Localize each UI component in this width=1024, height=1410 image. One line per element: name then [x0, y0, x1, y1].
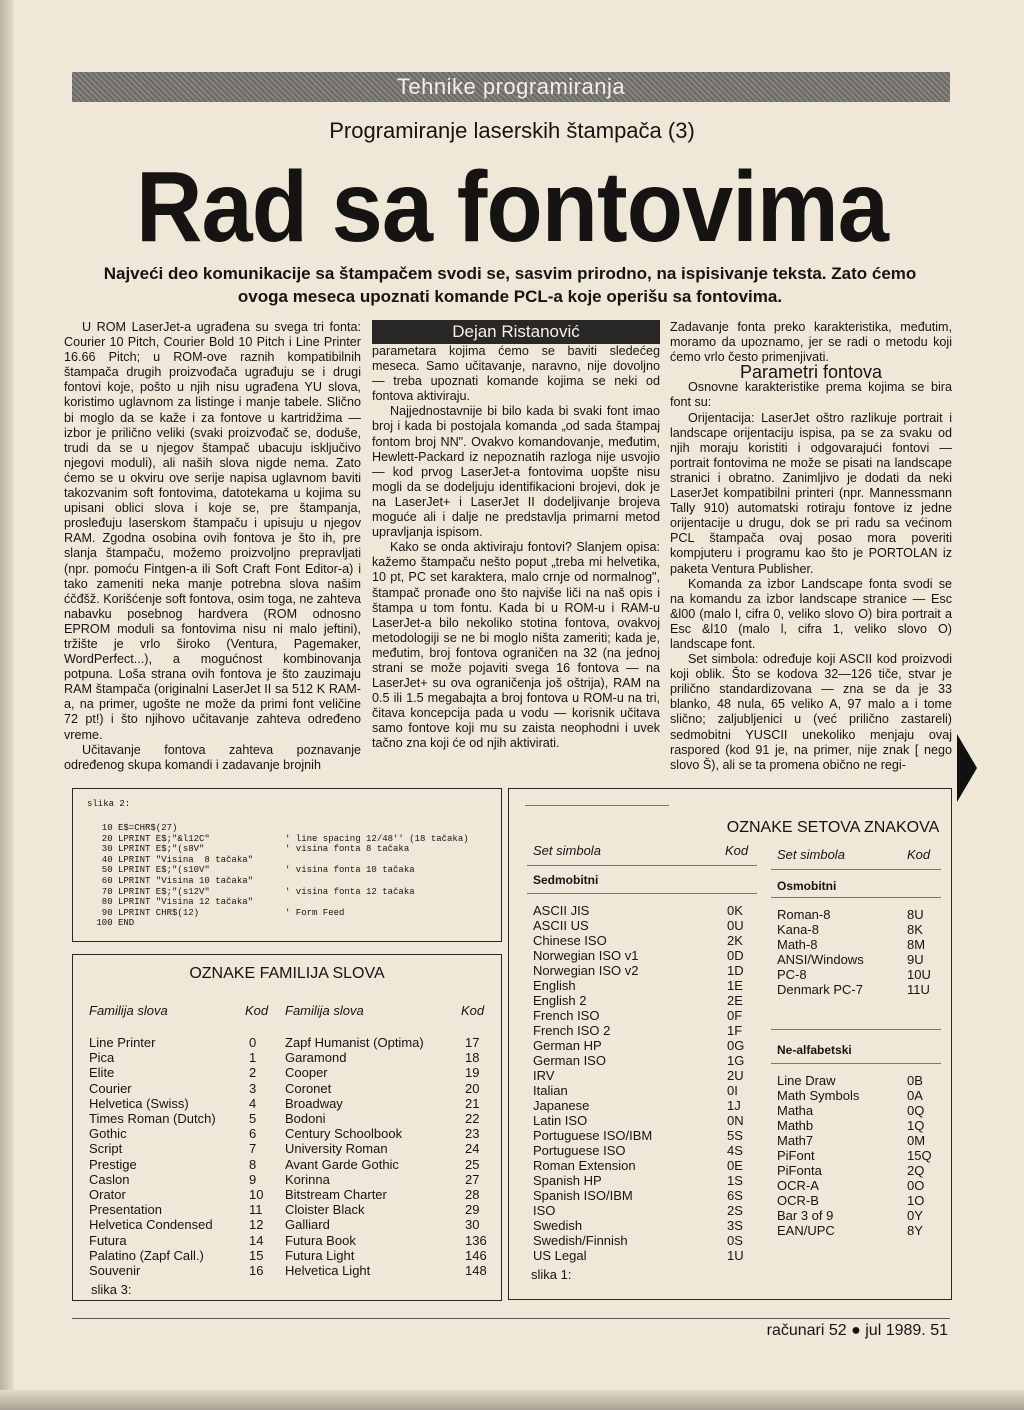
- family-name: Helvetica Condensed: [89, 1217, 213, 1233]
- symbol-set-code: 8U: [907, 907, 924, 922]
- section-banner-text: Tehnike programiranja: [396, 74, 626, 99]
- symbol-set-name: French ISO: [533, 1008, 600, 1023]
- symbol-set-code: 0S: [727, 1233, 743, 1248]
- family-name: Futura: [89, 1232, 127, 1248]
- symbol-set-name: Denmark PC-7: [777, 982, 863, 997]
- family-code: 8: [249, 1156, 257, 1172]
- family-name: Caslon: [89, 1171, 130, 1187]
- symbol-set-name: German HP: [533, 1038, 602, 1053]
- symbol-set-name: IRV: [533, 1068, 555, 1083]
- body-column-1: [64, 320, 361, 773]
- symbol-set-name: Spanish HP: [533, 1173, 602, 1188]
- body-paragraph: U ROM LaserJet-a ugrađena su svega tri fonta: Courier 10 Pitch, Courier Bold 10 Pitch i Line Printer 16.66 Pitch; u ROM-ove raznih kompatibilnih štampača drugih proizvođača ugrađuju se i drugi fontovi koje, pošto u njih nisu ugrađena YU slova, koristimo uglavnom za listinge i manje tabele. Slično bi moglo da se kaže i za fontove u kartridžima — izbor je prilično veliki (svaki proizvođač se, doduše, trudi da se u njegov štampač ubacuju isključivo njegovi moduli), ali naših slova nigde nema. Zato ćemo se u okviru ove serije napisa uglavnom baviti takozvanim soft fontovima, datotekama u kojima su upisani oblici slova i koje se, pre štampanja, prosleđuju laserskom štampaču i upisuju u njegov RAM. Zgodna osobina ovih fontova je što ih, pre slanja štampaču, možemo proizvoljno prepravljati (npr. pomoću Fintgen-a ili Soft Craft Font Editor-a) i tako zameniti neka manje potrebna slova našim ćčđšž. Korišćenje soft fontova, osim toga, ne zahteva nabavku posebnog hardvera (ROM odnosno EPROM moduli sa fontovima nisu ni malo jeftini), tržište je vrlo široko (Ventura, Pagemaker, WordPerfect...), a mogućnost kombinovanja potpuna. Loša strana ovih fontova je što zauzimaju RAM štampača (originalni LaserJet II sa 512 K RAM-a, na primer, ugošte ne može da primi font veličine 72 pt!) i što njihovo učitavanje zahteva određeno vreme.: [64, 320, 361, 742]
- family-name: Futura Light: [285, 1247, 355, 1263]
- family-code: 12: [249, 1217, 264, 1233]
- symbol-set-code: 2U: [727, 1068, 744, 1083]
- symbol-set-code: 8M: [907, 937, 926, 952]
- symbol-set-code: 0Y: [907, 1208, 923, 1223]
- family-name: Helvetica Light: [285, 1263, 371, 1278]
- symbol-set-code: 0F: [727, 1008, 743, 1023]
- code-line: 90 LPRINT CHR$(12): [91, 907, 200, 918]
- body-paragraph: parametara kojima ćemo se baviti sledećeg meseca. Samo učitavanje, naravno, nije dovoljno — treba upoznati komande kojima se neki od fontova aktiviraju.: [372, 344, 660, 404]
- column-header: Kod: [907, 847, 931, 862]
- symbol-set-code: 1D: [727, 963, 744, 978]
- family-code: 7: [249, 1141, 257, 1157]
- family-name: Korinna: [285, 1171, 330, 1187]
- symbol-set-name: Math Symbols: [777, 1088, 860, 1103]
- symbol-set-name: Roman Extension: [533, 1158, 636, 1173]
- code-line: 100 END: [91, 918, 135, 929]
- symbol-set-code: 1Q: [907, 1118, 925, 1133]
- symbol-set-code: 4S: [727, 1143, 743, 1158]
- code-comment: ' visina fonta 10 tačaka: [285, 865, 415, 876]
- symbol-set-code: 1E: [727, 978, 743, 993]
- family-name: Presentation: [89, 1202, 162, 1218]
- family-code: 28: [465, 1187, 480, 1202]
- family-name: Script: [89, 1141, 123, 1157]
- family-code: 21: [465, 1095, 480, 1111]
- symbol-set-name: Latin ISO: [533, 1113, 588, 1128]
- family-code: 10: [249, 1187, 264, 1202]
- symbol-set-name: Italian: [533, 1083, 568, 1098]
- symbol-set-name: Portuguese ISO/IBM: [533, 1128, 653, 1143]
- symbol-set-name: German ISO: [533, 1053, 606, 1068]
- table-divider: [527, 865, 757, 866]
- symbol-set-code: 1F: [727, 1023, 743, 1038]
- font-families-table: [72, 954, 502, 1301]
- code-comment: ' Form Feed: [285, 907, 345, 918]
- family-code: 136: [465, 1232, 487, 1248]
- table-title: OZNAKE FAMILIJA SLOVA: [189, 965, 385, 982]
- symbol-set-code: 10U: [907, 967, 931, 982]
- symbol-set-code: 9U: [907, 952, 924, 967]
- column-header: Familija slova: [285, 1003, 364, 1018]
- symbol-set-name: French ISO 2: [533, 1023, 611, 1038]
- symbol-set-name: Chinese ISO: [533, 933, 607, 948]
- family-name: Courier: [89, 1080, 132, 1096]
- symbol-set-code: 0U: [727, 918, 744, 933]
- body-paragraph: Osnovne karakteristike prema kojima se bira font su:: [670, 380, 952, 410]
- symbol-set-name: PiFonta: [777, 1163, 822, 1178]
- symbol-set-code: 6S: [727, 1188, 743, 1203]
- footer-page-number: 51: [930, 1322, 948, 1339]
- symbol-set-name: ANSI/Windows: [777, 952, 864, 967]
- article-headline: Rad sa fontovima: [135, 151, 889, 263]
- body-paragraph: Komanda za izbor Landscape fonta svodi se na komandu za izbor landscape stranice — Esc &l00 (malo l, cifra 0, veliko slovo O) bira portrait a Esc &l10 (malo l, cifra 1, veliko slovo O) landscape font.: [670, 576, 952, 651]
- family-name: Helvetica (Swiss): [89, 1095, 189, 1111]
- family-name: Galliard: [285, 1217, 330, 1233]
- family-code: 14: [249, 1232, 264, 1248]
- section-heading: Parametri fontova: [739, 362, 883, 383]
- code-listing-box: [72, 788, 502, 942]
- code-comment: ' visina fonta 12 tačaka: [285, 886, 415, 897]
- symbol-set-code: 15Q: [907, 1148, 932, 1163]
- family-code: 19: [465, 1065, 480, 1081]
- family-code: 2: [249, 1065, 257, 1081]
- page-binding-shadow: [0, 0, 14, 1410]
- symbol-set-name: Line Draw: [777, 1073, 836, 1088]
- symbol-set-code: 0O: [907, 1178, 925, 1193]
- family-code: 22: [465, 1111, 480, 1126]
- family-code: 4: [249, 1095, 257, 1111]
- author-byline: Dejan Ristanović: [372, 320, 660, 344]
- family-name: Orator: [89, 1187, 126, 1202]
- table-divider: [771, 897, 941, 898]
- footer-issue: jul 1989.: [865, 1322, 926, 1339]
- column-header: Familija slova: [89, 1003, 168, 1018]
- table-divider: [771, 1063, 941, 1064]
- symbol-set-code: 2S: [727, 1203, 743, 1218]
- column-header: Kod: [245, 1003, 269, 1018]
- body-column-2: [372, 320, 660, 752]
- table-divider: [525, 805, 669, 806]
- family-name: Gothic: [89, 1126, 127, 1142]
- page-footer: [767, 1322, 948, 1340]
- family-code: 18: [465, 1050, 480, 1066]
- family-name: Bitstream Charter: [285, 1187, 387, 1202]
- family-name: Broadway: [285, 1095, 343, 1111]
- code-line: 40 LPRINT "Visina 8 tačaka": [91, 854, 254, 865]
- symbol-set-name: Swedish: [533, 1218, 583, 1233]
- page-bottom-edge: [0, 1390, 1024, 1410]
- code-comment: ' line spacing 12/48'' (18 tačaka): [285, 833, 469, 844]
- family-name: Zapf Humanist (Optima): [285, 1035, 424, 1050]
- code-line: 80 LPRINT "Visina 12 tačaka": [91, 897, 254, 908]
- group-heading: Sedmobitni: [533, 873, 599, 887]
- symbol-set-code: 8K: [907, 922, 923, 937]
- symbol-set-code: 5S: [727, 1128, 743, 1143]
- symbol-set-name: English: [533, 978, 576, 993]
- bullet-icon: ●: [851, 1322, 861, 1339]
- symbol-set-code: 1O: [907, 1193, 925, 1208]
- symbol-set-code: 1U: [727, 1248, 744, 1263]
- family-code: 146: [465, 1247, 487, 1263]
- symbol-set-name: Portuguese ISO: [533, 1143, 626, 1158]
- symbol-set-name: Math-8: [777, 937, 818, 952]
- continue-arrow-icon: [957, 734, 977, 802]
- symbol-set-code: 1S: [727, 1173, 743, 1188]
- symbol-sets-table: [508, 788, 952, 1300]
- symbol-set-code: 0G: [727, 1038, 745, 1053]
- symbol-set-code: 0D: [727, 948, 744, 963]
- symbol-set-code: 2E: [727, 993, 743, 1008]
- symbol-set-code: 3S: [727, 1218, 743, 1233]
- footer-magazine: računari 52: [766, 1322, 847, 1339]
- code-line: 60 LPRINT "Visina 10 tačaka": [91, 876, 254, 886]
- family-code: 17: [465, 1035, 480, 1050]
- symbol-set-name: Japanese: [533, 1098, 590, 1113]
- symbol-set-name: Norwegian ISO v1: [533, 948, 639, 963]
- symbol-set-code: 11U: [907, 982, 930, 997]
- family-name: Century Schoolbook: [285, 1126, 403, 1142]
- family-name: Times Roman (Dutch): [89, 1111, 216, 1126]
- symbol-set-name: Kana-8: [777, 922, 819, 937]
- family-name: Avant Garde Gothic: [285, 1156, 399, 1172]
- body-column-3: [670, 320, 952, 773]
- symbol-set-name: PiFont: [777, 1148, 815, 1163]
- symbol-set-name: Spanish ISO/IBM: [533, 1188, 633, 1203]
- symbol-set-code: 0I: [727, 1083, 738, 1098]
- code-line: 50 LPRINT E$;"(s10V": [91, 865, 210, 876]
- figure-caption: slika 1:: [531, 1267, 572, 1282]
- family-code: 30: [465, 1217, 480, 1233]
- code-line: 30 LPRINT E$;"(s8V": [91, 844, 205, 855]
- symbol-set-code: 0N: [727, 1113, 744, 1128]
- symbol-set-name: OCR-B: [777, 1193, 819, 1208]
- symbol-set-name: Matha: [777, 1103, 814, 1118]
- family-name: Futura Book: [285, 1232, 356, 1248]
- body-paragraph: Kako se onda aktiviraju fontovi? Slanjem opisa: kažemo štampaču nešto poput „treba mi helvetika, 10 pt, PC set karaktera, malo crnje od normalnog", štampač pronađe ono što najviše liči na naš opis i štampa u tom fontu. Kada bi u ROM-u i RAM-u LaserJet-a bilo nekoliko stotina fontova, ovakvoj metodologiji se ne bi moglo ništa zameriti; kada je, međutim, broj fontova ograničen na 32 (na jednoj strani se može pojaviti svega 16 fontova — na LaserJet+ su ova ograničenja još oštrija), RAM na 0.5 ili 1.5 megabajta a broj fontova u ROM-u na tri, čitava koncepcija pada u vodu — korisnik učitava samo fontove koji mu su zaista neophodni i uvek tačno zna koji će od njih aktivirati.: [372, 540, 660, 751]
- body-paragraph: Zadavanje fonta preko karakteristika, međutim, moramo da upoznamo, jer se radi o metodu koji ćemo vrlo često primenjivati.: [670, 320, 952, 365]
- column-header: Set simbola: [777, 847, 845, 862]
- code-comment: ' visina fonta 8 tačaka: [285, 844, 410, 855]
- family-code: 20: [465, 1080, 480, 1096]
- family-name: Line Printer: [89, 1035, 156, 1050]
- section-banner: [72, 72, 950, 102]
- family-code: 24: [465, 1141, 480, 1157]
- symbol-set-name: Swedish/Finnish: [533, 1233, 628, 1248]
- family-name: Cloister Black: [285, 1202, 365, 1218]
- table-divider: [771, 869, 941, 870]
- symbol-set-code: 0M: [907, 1133, 926, 1148]
- symbol-set-code: 2Q: [907, 1163, 925, 1178]
- table-divider: [771, 1029, 941, 1030]
- code-line: 70 LPRINT E$;"(s12V": [91, 886, 210, 897]
- family-name: Elite: [89, 1065, 115, 1081]
- table-divider: [527, 893, 757, 894]
- family-name: Souvenir: [89, 1263, 141, 1278]
- family-name: Palatino (Zapf Call.): [89, 1247, 204, 1263]
- footer-rule: [72, 1318, 950, 1319]
- family-name: Bodoni: [285, 1111, 326, 1126]
- family-code: 11: [249, 1202, 263, 1218]
- group-heading: Ne-alfabetski: [777, 1043, 852, 1057]
- symbol-set-code: 0A: [907, 1088, 923, 1103]
- column-header: Set simbola: [533, 843, 601, 858]
- family-code: 16: [249, 1263, 264, 1278]
- family-code: 3: [249, 1080, 257, 1096]
- symbol-set-name: ASCII JIS: [533, 903, 590, 918]
- family-code: 29: [465, 1202, 480, 1218]
- symbol-set-code: 0E: [727, 1158, 743, 1173]
- symbol-set-name: English 2: [533, 993, 587, 1008]
- code-line: 20 LPRINT E$;"&l12C": [91, 833, 210, 844]
- symbol-set-name: ISO: [533, 1203, 556, 1218]
- family-code: 23: [465, 1126, 480, 1142]
- body-paragraph: Set simbola: određuje koji ASCII kod proizvodi koji oblik. Što se kodova 32—126 tiče, stvar je prilično standardizovana — zna se da je 33 blanko, 48 nula, 65 veliko A, 97 malo a i tome slično; zaljubljenici u (već prilično zastareli) sedmobitni YUSCII unekoliko menjaju ovaj raspored (kod 91 je, na primer, nije znak [ nego slovo Š), ali se ta promena obično ne regi-: [670, 652, 952, 772]
- body-paragraph: Najjednostavnije bi bilo kada bi svaki font imao broj i kada bi postojala komanda „od sada štampaj fontom broj NN". Ovakvo komandovanje, međutim, Hewlett-Packard iz nepoznatih razloga nije usvojio — kod prvog LaserJet-a fontovima uopšte nisu mogli da se dodeljuju identifikacioni brojevi, dok je na LaserJet+ i LaserJet II dodeljivanje brojeva moguće ali i dalje ne predstavlja primarni metod upravljanja ispisom.: [372, 404, 660, 540]
- group-heading: Osmobitni: [777, 879, 837, 893]
- symbol-set-name: ASCII US: [533, 918, 589, 933]
- family-name: Prestige: [89, 1156, 137, 1172]
- symbol-set-name: PC-8: [777, 967, 807, 982]
- symbol-set-name: Bar 3 of 9: [777, 1208, 834, 1223]
- family-code: 0: [249, 1035, 257, 1050]
- body-paragraph: Učitavanje fontova zahteva poznavanje određenog skupa komandi i zadavanje brojnih: [64, 742, 361, 772]
- symbol-set-code: 2K: [727, 933, 743, 948]
- family-code: 27: [465, 1171, 480, 1187]
- table-title: OZNAKE SETOVA ZNAKOVA: [726, 819, 940, 836]
- symbol-set-name: EAN/UPC: [777, 1223, 835, 1238]
- symbol-set-code: 8Y: [907, 1223, 923, 1238]
- family-code: 6: [249, 1126, 257, 1142]
- figure-caption: slika 3:: [91, 1282, 132, 1297]
- family-name: Pica: [89, 1050, 115, 1066]
- symbol-set-code: 0Q: [907, 1103, 925, 1118]
- family-code: 25: [465, 1156, 480, 1172]
- family-code: 9: [249, 1171, 257, 1187]
- code-line: 10 E$=CHR$(27): [91, 823, 178, 833]
- symbol-set-code: 1J: [727, 1098, 741, 1113]
- symbol-set-name: Math7: [777, 1133, 814, 1148]
- symbol-set-name: OCR-A: [777, 1178, 819, 1193]
- symbol-set-name: Norwegian ISO v2: [533, 963, 639, 978]
- article-supertitle: Programiranje laserskih štampača (3): [329, 118, 695, 143]
- family-name: Coronet: [285, 1080, 332, 1096]
- column-header: Kod: [725, 843, 749, 858]
- symbol-set-name: Mathb: [777, 1118, 814, 1133]
- body-paragraph: Orijentacija: LaserJet oštro razlikuje portrait i landscape orijentaciju ispisa, pa se za svaku od njih moraju koristiti i odgovarajući fontovi — portrait fontovima ne može se pisati na landscape stranici i obratno. Zanimljivo je dodati da neki LaserJet kompatibilni printeri (npr. Mannessmann Tally 910) automatski rotiraju fontove iz jedne orijentacije u drugu, dok se pri radu sa većinom PCL štampača ovaj posao mora poveriti kompjuteru i programu kao što je PORTOLAN iz paketa Ventura Publisher.: [670, 410, 952, 576]
- symbol-set-code: 0B: [907, 1073, 923, 1088]
- column-header: Kod: [461, 1003, 485, 1018]
- family-name: Cooper: [285, 1065, 328, 1081]
- family-code: 148: [465, 1263, 487, 1278]
- symbol-set-code: 1G: [727, 1053, 745, 1068]
- symbol-set-name: US Legal: [533, 1248, 587, 1263]
- symbol-set-name: Roman-8: [777, 907, 831, 922]
- family-name: Garamond: [285, 1050, 347, 1066]
- family-code: 15: [249, 1247, 264, 1263]
- article-lead: Najveći deo komunikacije sa štampačem svodi se, sasvim prirodno, na ispisivanje teksta. Zato ćemo ovoga meseca upoznati komande PCL-a koje operišu sa fontovima.: [103, 264, 917, 306]
- family-code: 5: [249, 1111, 257, 1126]
- code-caption: slika 2:: [87, 799, 131, 809]
- family-name: University Roman: [285, 1141, 388, 1157]
- family-code: 1: [249, 1050, 257, 1066]
- symbol-set-code: 0K: [727, 903, 743, 918]
